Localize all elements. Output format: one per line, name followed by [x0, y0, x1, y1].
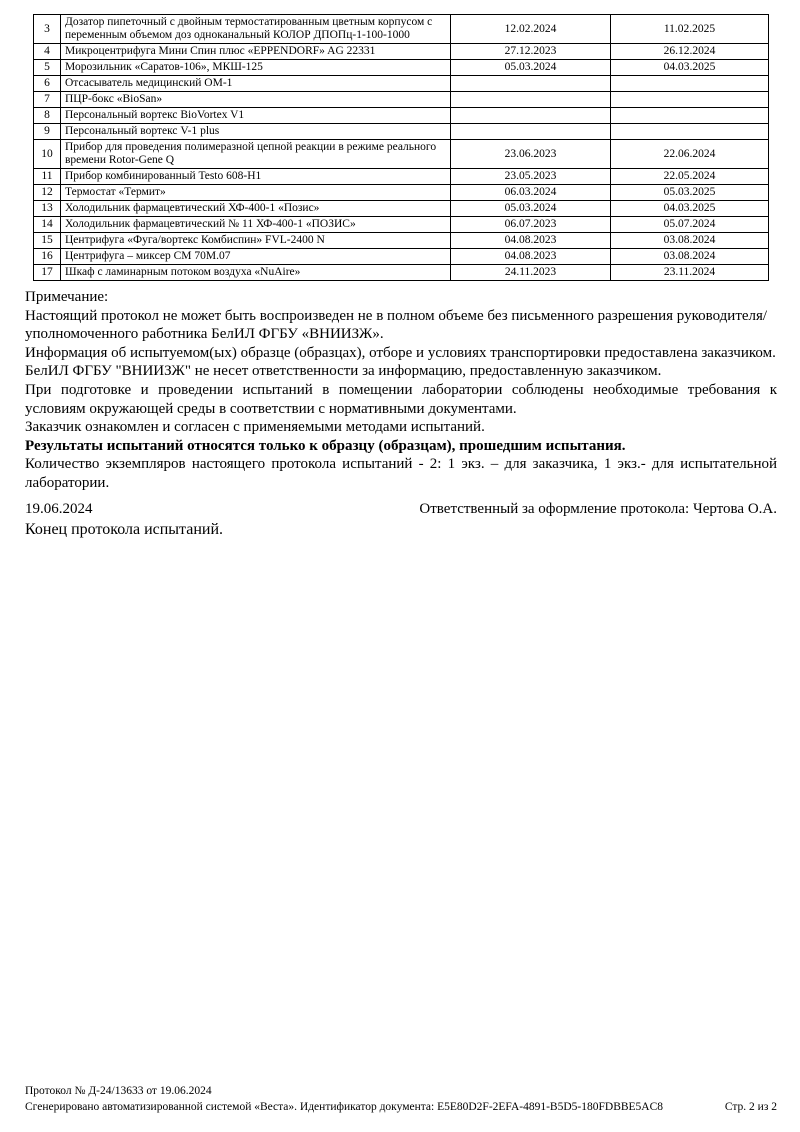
date-from-cell: [451, 92, 611, 108]
date-to-cell: 04.03.2025: [611, 60, 769, 76]
row-number-cell: 14: [34, 217, 61, 233]
date-to-cell: 04.03.2025: [611, 201, 769, 217]
note-paragraph: Результаты испытаний относятся только к образцу (образцам), прошедшим испытания.: [25, 437, 626, 454]
date-from-cell: 05.03.2024: [451, 60, 611, 76]
equipment-name-cell: Морозильник «Саратов-106», МКШ-125: [61, 60, 451, 76]
row-number-cell: 3: [34, 15, 61, 44]
date-from-cell: 06.03.2024: [451, 185, 611, 201]
equipment-name-cell: Прибор комбинированный Testo 608-H1: [61, 169, 451, 185]
signature-row: [25, 500, 777, 518]
note-paragraph: Настоящий протокол не может быть воспроизведен не в полном объеме без письменного разрешения руководителя/уполномоченного работника БелИЛ ФГБУ «ВНИИЗЖ».: [25, 307, 768, 343]
note-paragraph: При подготовке и проведении испытаний в помещении лаборатории соблюдены необходимые требования к условиям окружающей среды в соответствии с нормативными документами.: [25, 381, 777, 417]
row-number-cell: 6: [34, 76, 61, 92]
equipment-name-cell: Термостат «Термит»: [61, 185, 451, 201]
table-row: [34, 15, 769, 44]
date-to-cell: 05.07.2024: [611, 217, 769, 233]
date-from-cell: 23.06.2023: [451, 140, 611, 169]
table-row: [34, 233, 769, 249]
table-row: [34, 124, 769, 140]
date-to-cell: [611, 76, 769, 92]
row-number-cell: 13: [34, 201, 61, 217]
row-number-cell: 12: [34, 185, 61, 201]
date-to-cell: [611, 92, 769, 108]
notes-section: [25, 288, 777, 493]
row-number-cell: 17: [34, 265, 61, 281]
row-number-cell: 11: [34, 169, 61, 185]
date-to-cell: [611, 124, 769, 140]
row-number-cell: 4: [34, 44, 61, 60]
table-row: [34, 249, 769, 265]
footer-protocol-number: Протокол № Д-24/13633 от 19.06.2024: [25, 1085, 212, 1097]
note-paragraph: Количество экземпляров настоящего протокола испытаний - 2: 1 экз. – для заказчика, 1 экз.- для испытательной лаборатории.: [25, 456, 777, 491]
page-footer: [25, 1083, 777, 1115]
note-paragraph: Информация об испытуемом(ых) образце (образцах), отборе и условиях транспортировки предоставлена заказчиком.: [25, 344, 776, 361]
row-number-cell: 8: [34, 108, 61, 124]
equipment-name-cell: Холодильник фармацевтический ХФ-400-1 «Позис»: [61, 201, 451, 217]
notes-label: Примечание:: [25, 289, 109, 305]
notes-paragraphs: [25, 307, 777, 493]
row-number-cell: 15: [34, 233, 61, 249]
date-from-cell: 05.03.2024: [451, 201, 611, 217]
signature-date: 19.06.2024: [25, 501, 93, 517]
equipment-name-cell: Отсасыватель медицинский ОМ-1: [61, 76, 451, 92]
date-from-cell: 23.05.2023: [451, 169, 611, 185]
date-from-cell: [451, 124, 611, 140]
row-number-cell: 5: [34, 60, 61, 76]
table-row: [34, 217, 769, 233]
date-from-cell: 27.12.2023: [451, 44, 611, 60]
date-from-cell: 04.08.2023: [451, 233, 611, 249]
equipment-name-cell: Дозатор пипеточный с двойным термостатированным цветным корпусом с переменным объемом доз одноканальный КОЛОР ДПОПц-1-100-1000: [61, 15, 451, 44]
date-to-cell: 26.12.2024: [611, 44, 769, 60]
date-to-cell: 05.03.2025: [611, 185, 769, 201]
table-row: [34, 265, 769, 281]
date-to-cell: 22.05.2024: [611, 169, 769, 185]
note-paragraph: Заказчик ознакомлен и согласен с применяемыми методами испытаний.: [25, 419, 485, 436]
footer-generated-line: Сгенерировано автоматизированной системой «Веста». Идентификатор документа: E5E80D2F-2EFA-4891-B5D5-180FDBBE5AC8: [25, 1101, 664, 1113]
date-from-cell: 06.07.2023: [451, 217, 611, 233]
equipment-name-cell: Шкаф с ламинарным потоком воздуха «NuAire»: [61, 265, 451, 281]
equipment-name-cell: Прибор для проведения полимеразной цепной реакции в режиме реального времени Rotor-Gene Q: [61, 140, 451, 169]
date-from-cell: 24.11.2023: [451, 265, 611, 281]
end-of-protocol: Конец протокола испытаний.: [25, 521, 224, 538]
equipment-name-cell: Центрифуга – миксер СМ 70М.07: [61, 249, 451, 265]
table-row: [34, 60, 769, 76]
row-number-cell: 16: [34, 249, 61, 265]
table-row: [34, 185, 769, 201]
date-from-cell: [451, 76, 611, 92]
equipment-table: [33, 14, 769, 281]
table-row: [34, 44, 769, 60]
row-number-cell: 10: [34, 140, 61, 169]
equipment-name-cell: Микроцентрифуга Мини Спин плюс «EPPENDORF» AG 22331: [61, 44, 451, 60]
date-from-cell: [451, 108, 611, 124]
date-to-cell: 23.11.2024: [611, 265, 769, 281]
date-to-cell: [611, 108, 769, 124]
equipment-name-cell: ПЦР-бокс «BioSan»: [61, 92, 451, 108]
equipment-name-cell: Персональный вортекс BioVortex V1: [61, 108, 451, 124]
date-to-cell: 03.08.2024: [611, 233, 769, 249]
date-to-cell: 03.08.2024: [611, 249, 769, 265]
table-row: [34, 201, 769, 217]
date-to-cell: 22.06.2024: [611, 140, 769, 169]
equipment-name-cell: Персональный вортекс V-1 plus: [61, 124, 451, 140]
table-row: [34, 140, 769, 169]
date-to-cell: 11.02.2025: [611, 15, 769, 44]
table-row: [34, 92, 769, 108]
signature-responsible: Ответственный за оформление протокола: Чертова О.А.: [419, 501, 777, 517]
row-number-cell: 7: [34, 92, 61, 108]
table-row: [34, 76, 769, 92]
equipment-name-cell: Холодильник фармацевтический № 11 ХФ-400-1 «ПОЗИС»: [61, 217, 451, 233]
equipment-table-body: [34, 15, 769, 281]
table-row: [34, 169, 769, 185]
equipment-name-cell: Центрифуга «Фуга/вортекс Комбиспин» FVL-2400 N: [61, 233, 451, 249]
footer-page-indicator: Стр. 2 из 2: [724, 1101, 777, 1113]
table-row: [34, 108, 769, 124]
date-from-cell: 04.08.2023: [451, 249, 611, 265]
row-number-cell: 9: [34, 124, 61, 140]
note-paragraph: БелИЛ ФГБУ "ВНИИЗЖ" не несет ответственности за информацию, предоставленную заказчиком.: [25, 363, 662, 380]
date-from-cell: 12.02.2024: [451, 15, 611, 44]
